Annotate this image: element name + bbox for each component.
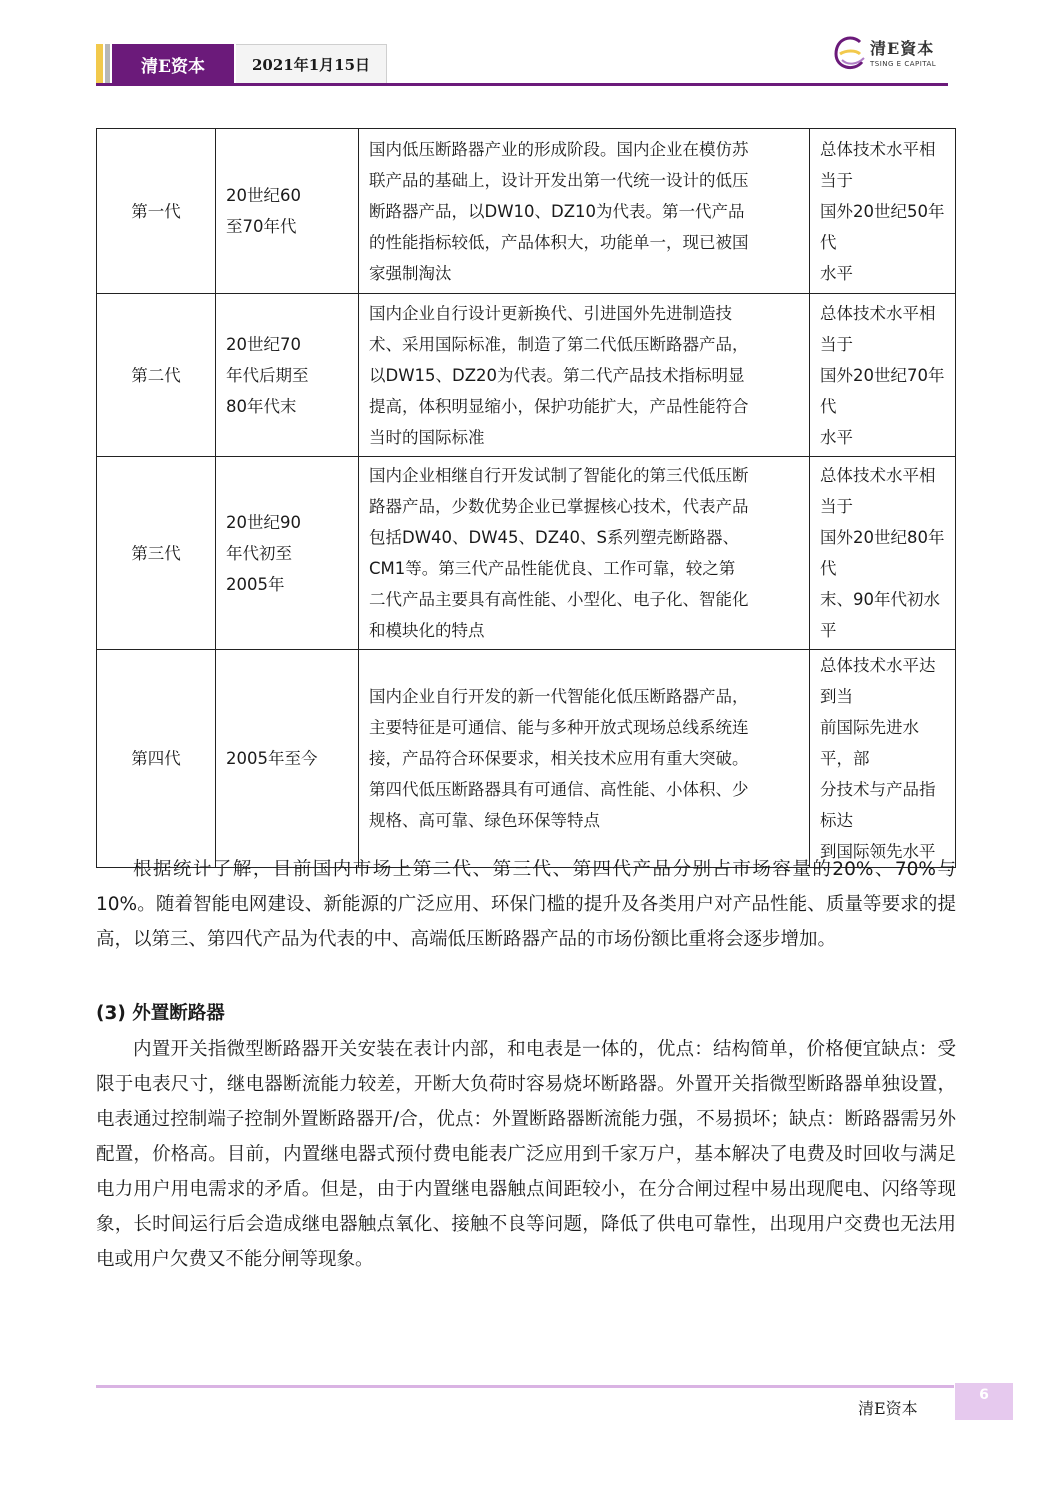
period-cell-line: 20世纪60 [226,186,301,205]
company-logo [830,30,955,78]
period-cell-line: 20世纪90 [226,512,301,532]
generation-cell: 第四代 [97,650,216,868]
period-cell-line: 至70年代 [226,217,297,236]
breaker-generation-table [96,128,956,868]
level-cell-line: 分技术与产品指标达 [820,780,936,830]
description-cell-line: CM1等。第三代产品性能优良、工作可靠，较之第 [369,559,736,578]
generation-cell: 第三代 [97,457,216,650]
description-cell-line: 的性能指标较低，产品体积大，功能单一，现已被国 [369,232,749,252]
table-row [97,650,956,868]
level-cell-line: 总体技术水平相当于 [820,303,936,354]
period-cell [216,650,359,868]
level-cell-line: 总体技术水平相当于 [820,466,936,516]
description-cell-line: 接，产品符合环保要求，相关技术应用有重大突破。 [369,749,749,768]
description-cell-line: 当时的国际标准 [369,427,485,447]
logo-english-text: TSING E CAPITAL [870,60,937,68]
period-cell-line: 2005年 [226,574,285,594]
period-cell [216,129,359,294]
description-cell-line: 国内企业自行开发的新一代智能化低压断路器产品， [369,687,749,706]
description-cell-line: 路器产品，少数优势企业已掌握核心技术，代表产品 [369,497,749,516]
description-cell-line: 规格、高可靠、绿色环保等特点 [369,811,600,830]
level-cell-line: 末、90年代初水平 [820,590,940,640]
description-cell-line: 包括DW40、DW45、DZ40、S系列塑壳断路器、 [369,528,740,547]
table-row [97,129,956,294]
page-header [0,0,1051,90]
description-cell-line: 和模块化的特点 [369,621,485,640]
generation-cell: 第一代 [97,129,216,294]
logo-e-icon [830,30,870,78]
market-share-paragraph: 根据统计了解，目前国内市场上第二代、第三代、第四代产品分别占市场容量的20%、70%与10%。随着智能电网建设、新能源的广泛应用、环保门槛的提升及各类用户对产品性能、质量等要求的提高，以第三、第四代产品为代表的中、高端低压断路器产品的市场份额比重将会逐步增加。 [96,859,956,950]
footer-brand: 清E资本 [858,1399,918,1418]
period-cell-line: 80年代末 [226,396,297,416]
description-cell-line: 国内企业相继自行开发试制了智能化的第三代低压断 [369,466,749,485]
level-cell [810,129,956,294]
level-cell [810,650,956,868]
period-cell [216,294,359,457]
description-cell-line: 第四代低压断路器具有可通信、高性能、小体积、少 [369,780,749,799]
level-cell [810,294,956,457]
level-cell-line: 国外20世纪80年代 [820,528,945,578]
description-cell-line: 以DW15、DZ20为代表。第二代产品技术指标明显 [369,365,745,385]
description-cell-line: 家强制淘汰 [369,263,452,283]
page-number: 6 [955,1383,1013,1420]
level-cell-line: 国外20世纪70年代 [820,365,945,416]
description-cell-line: 提高，体积明显缩小，保护功能扩大，产品性能符合 [369,396,749,416]
description-cell-line: 二代产品主要具有高性能、小型化、电子化、智能化 [369,590,749,609]
level-cell-line: 到国际领先水平 [820,842,936,861]
description-cell [359,129,810,294]
header-stripe-gray [105,44,110,84]
footer-divider [96,1385,954,1388]
header-date: 2021年1月15日 [236,44,387,84]
period-cell-line: 2005年至今 [226,749,318,768]
level-cell [810,457,956,650]
header-stripe-yellow [96,44,103,84]
external-breaker-paragraph: 内置开关指微型断路器开关安装在表计内部，和电表是一体的，优点：结构简单，价格便宜缺点：受限于电表尺寸，继电器断流能力较差，开断大负荷时容易烧坏断路器。外置开关指微型断路器单独设置，电表通过控制端子控制外置断路器开/合，优点：外置断路器断流能力强，不易损坏；缺点：断路器需另外配置，价格高。目前，内置继电器式预付费电能表广泛应用到千家万户，基本解决了电费及时回收与满足电力用户用电需求的矛盾。但是，由于内置继电器触点间距较小，在分合闸过程中易出现爬电、闪络等现象，长时间运行后会造成继电器触点氧化、接触不良等问题，降低了供电可靠性，出现用户交费也无法用电或用户欠费又不能分闸等现象。 [96,1039,956,1270]
header-divider [96,83,948,86]
level-cell-line: 总体技术水平相当于 [820,139,936,190]
description-cell [359,294,810,457]
description-cell-line: 国内企业自行设计更新换代、引进国外先进制造技 [369,303,732,323]
level-cell-line: 总体技术水平达到当 [820,656,936,706]
header-brand: 清E资本 [112,44,234,84]
description-cell-line: 国内低压断路器产业的形成阶段。国内企业在模仿苏 [369,139,749,159]
logo-chinese-text: 清E資本 [870,39,935,58]
description-cell-line: 主要特征是可通信、能与多种开放式现场总线系统连 [369,718,749,737]
description-cell [359,650,810,868]
level-cell-line: 水平 [820,427,853,447]
period-cell-line: 年代后期至 [226,365,309,385]
description-cell-line: 联产品的基础上，设计开发出第一代统一设计的低压 [369,170,749,190]
period-cell-line: 20世纪70 [226,334,301,354]
section-heading: (3) 外置断路器 [96,1003,225,1024]
table-row [97,294,956,457]
level-cell-line: 前国际先进水平，部 [820,718,919,768]
level-cell-line: 国外20世纪50年代 [820,201,945,252]
generation-cell: 第二代 [97,294,216,457]
table-row [97,457,956,650]
period-cell [216,457,359,650]
description-cell [359,457,810,650]
level-cell-line: 水平 [820,263,853,283]
description-cell-line: 术、采用国际标准，制造了第二代低压断路器产品， [369,334,749,354]
period-cell-line: 年代初至 [226,543,292,563]
description-cell-line: 断路器产品，以DW10、DZ10为代表。第一代产品 [369,201,745,221]
